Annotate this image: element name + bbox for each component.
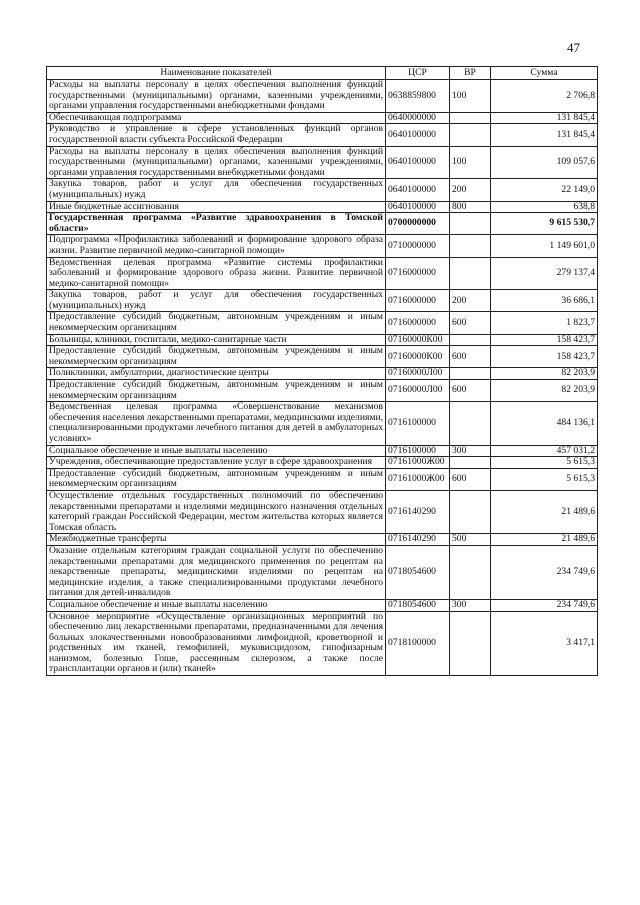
cell-name: Иные бюджетные ассигнования xyxy=(47,201,386,213)
cell-vr xyxy=(450,213,491,235)
cell-vr xyxy=(450,402,491,445)
cell-name: Предоставление субсидий бюджетным, автономным учреждениям и иным некоммерческим организациям xyxy=(47,312,386,334)
cell-name: Поликлиники, амбулатории, диагностические центры xyxy=(47,368,386,380)
cell-csr: 0716100000 xyxy=(386,402,450,445)
cell-csr: 0716000000 xyxy=(386,312,450,334)
header-csr: ЦСР xyxy=(386,67,450,80)
cell-csr: 07160000Л00 xyxy=(386,380,450,402)
cell-sum: 109 057,6 xyxy=(491,146,598,179)
cell-csr: 0718054600 xyxy=(386,545,450,599)
cell-name: Расходы на выплаты персоналу в целях обеспечения выполнения функций государственными (муниципальными) органами, казенными учреждениями, органами управления государственными внебюджетными фондами xyxy=(47,80,386,113)
table-row xyxy=(47,213,598,235)
cell-csr: 0718054600 xyxy=(386,599,450,611)
table-row xyxy=(47,545,598,599)
table-row xyxy=(47,112,598,124)
cell-csr: 0640100000 xyxy=(386,124,450,146)
table-row xyxy=(47,179,598,201)
cell-name: Социальное обеспечение и иные выплаты населению xyxy=(47,445,386,457)
table-row xyxy=(47,80,598,113)
table-row xyxy=(47,257,598,290)
cell-vr: 500 xyxy=(450,534,491,546)
table-row xyxy=(47,599,598,611)
cell-vr: 200 xyxy=(450,290,491,312)
cell-vr xyxy=(450,257,491,290)
table-body xyxy=(47,80,598,676)
cell-csr: 0640100000 xyxy=(386,179,450,201)
cell-vr: 100 xyxy=(450,80,491,113)
table-row xyxy=(47,346,598,368)
cell-name: Предоставление субсидий бюджетным, автономным учреждениям и иным некоммерческим организациям xyxy=(47,468,386,490)
cell-vr xyxy=(450,490,491,533)
header-vr: ВР xyxy=(450,67,491,80)
table-row xyxy=(47,490,598,533)
cell-vr: 600 xyxy=(450,380,491,402)
cell-csr: 0638859800 xyxy=(386,80,450,113)
table-header-row xyxy=(47,67,598,80)
cell-name: Государственная программа «Развитие здравоохранения в Томской области» xyxy=(47,213,386,235)
cell-vr xyxy=(450,545,491,599)
table-row xyxy=(47,146,598,179)
budget-table xyxy=(46,66,598,676)
cell-vr: 600 xyxy=(450,468,491,490)
cell-sum: 234 749,6 xyxy=(491,545,598,599)
cell-vr: 600 xyxy=(450,312,491,334)
cell-name: Закупка товаров, работ и услуг для обеспечения государственных (муниципальных) нужд xyxy=(47,290,386,312)
cell-name: Оказание отдельным категориям граждан социальной услуги по обеспечению лекарственными препаратами для медицинского применения по рецептам на лекарственные препараты, медицинскими изделиями по рецептам на медицинские изделия, а также специализированными продуктами лечебного питания для детей-инвалидов xyxy=(47,545,386,599)
cell-sum: 9 615 530,7 xyxy=(491,213,598,235)
cell-vr xyxy=(450,368,491,380)
cell-csr: 07161000Ж00 xyxy=(386,468,450,490)
cell-csr: 0716140290 xyxy=(386,490,450,533)
cell-sum: 131 845,4 xyxy=(491,124,598,146)
table-row xyxy=(47,611,598,676)
cell-vr: 300 xyxy=(450,445,491,457)
cell-sum: 5 615,3 xyxy=(491,468,598,490)
cell-csr: 0710000000 xyxy=(386,235,450,257)
cell-name: Расходы на выплаты персоналу в целях обеспечения выполнения функций государственными (муниципальными) органами, казенными учреждениями, органами управления государственными внебюджетными фондами xyxy=(47,146,386,179)
cell-sum: 82 203,9 xyxy=(491,368,598,380)
cell-name: Осуществление отдельных государственных полномочий по обеспечению лекарственными препаратами и изделиями медицинского назначения отдельных категорий граждан Российской Федерации, местом жительства которых является Томская область xyxy=(47,490,386,533)
cell-name: Руководство и управление в сфере установленных функций органов государственной власти субъекта Российской Федерации xyxy=(47,124,386,146)
cell-sum: 131 845,4 xyxy=(491,112,598,124)
cell-csr: 0640100000 xyxy=(386,146,450,179)
cell-sum: 21 489,6 xyxy=(491,534,598,546)
table-row xyxy=(47,368,598,380)
cell-name: Социальное обеспечение и иные выплаты населению xyxy=(47,599,386,611)
cell-vr: 100 xyxy=(450,146,491,179)
cell-sum: 1 823,7 xyxy=(491,312,598,334)
table-row xyxy=(47,312,598,334)
cell-name: Межбюджетные трансферты xyxy=(47,534,386,546)
table-row xyxy=(47,235,598,257)
table-row xyxy=(47,334,598,346)
table-row xyxy=(47,445,598,457)
table-row xyxy=(47,380,598,402)
cell-vr xyxy=(450,611,491,676)
cell-name: Основное мероприятие «Осуществление организационных мероприятий по обеспечению лиц лекарственными препаратами, предназначенными для лечения больных злокачественными новообразованиями лимфоидной, кроветворной и родственных им тканей, гемофилией, муковисцидозом, гипофизарным нанизмом, болезнью Гоше, рассеянным склерозом, а также после трансплантации органов и (или) тканей» xyxy=(47,611,386,676)
cell-sum: 158 423,7 xyxy=(491,346,598,368)
cell-name: Подпрограмма «Профилактика заболеваний и формирование здорового образа жизни. Развитие первичной медико-санитарной помощи» xyxy=(47,235,386,257)
cell-sum: 457 031,2 xyxy=(491,445,598,457)
table-row xyxy=(47,290,598,312)
cell-name: Закупка товаров, работ и услуг для обеспечения государственных (муниципальных) нужд xyxy=(47,179,386,201)
cell-vr: 800 xyxy=(450,201,491,213)
table-row xyxy=(47,201,598,213)
cell-csr: 0700000000 xyxy=(386,213,450,235)
table-row xyxy=(47,402,598,445)
cell-csr: 0716140290 xyxy=(386,534,450,546)
table-row xyxy=(47,468,598,490)
cell-csr: 0716000000 xyxy=(386,290,450,312)
cell-sum: 1 149 601,0 xyxy=(491,235,598,257)
cell-vr: 600 xyxy=(450,346,491,368)
cell-sum: 5 615,3 xyxy=(491,457,598,469)
header-name: Наименование показателей xyxy=(47,67,386,80)
cell-csr: 0718100000 xyxy=(386,611,450,676)
cell-sum: 3 417,1 xyxy=(491,611,598,676)
cell-vr xyxy=(450,235,491,257)
cell-csr: 07160000Л00 xyxy=(386,368,450,380)
page-number: 47 xyxy=(567,40,580,55)
cell-csr: 0640000000 xyxy=(386,112,450,124)
cell-csr: 0640100000 xyxy=(386,201,450,213)
header-sum: Сумма xyxy=(491,67,598,80)
cell-sum: 234 749,6 xyxy=(491,599,598,611)
table-row xyxy=(47,124,598,146)
cell-name: Больницы, клиники, госпитали, медико-санитарные части xyxy=(47,334,386,346)
cell-name: Обеспечивающая подпрограмма xyxy=(47,112,386,124)
cell-sum: 36 686,1 xyxy=(491,290,598,312)
cell-sum: 82 203,9 xyxy=(491,380,598,402)
cell-sum: 22 149,0 xyxy=(491,179,598,201)
cell-sum: 158 423,7 xyxy=(491,334,598,346)
cell-csr: 0716000000 xyxy=(386,257,450,290)
cell-vr xyxy=(450,334,491,346)
cell-sum: 279 137,4 xyxy=(491,257,598,290)
cell-vr: 300 xyxy=(450,599,491,611)
cell-vr: 200 xyxy=(450,179,491,201)
cell-vr xyxy=(450,457,491,469)
cell-name: Учреждения, обеспечивающие предоставление услуг в сфере здравоохранения xyxy=(47,457,386,469)
cell-sum: 484 136,1 xyxy=(491,402,598,445)
cell-sum: 638,8 xyxy=(491,201,598,213)
cell-name: Ведомственная целевая программа «Совершенствование механизмов обеспечения населения лекарственными препаратами, медицинскими изделиями, специализированными продуктами лечебного питания для детей в амбулаторных условиях» xyxy=(47,402,386,445)
cell-name: Предоставление субсидий бюджетным, автономным учреждениям и иным некоммерческим организациям xyxy=(47,380,386,402)
table-row xyxy=(47,534,598,546)
cell-csr: 07160000К00 xyxy=(386,346,450,368)
cell-name: Предоставление субсидий бюджетным, автономным учреждениям и иным некоммерческим организациям xyxy=(47,346,386,368)
cell-name: Ведомственная целевая программа «Развитие системы профилактики заболеваний и формирование здорового образа жизни. Развитие первичной медико-санитарной помощи» xyxy=(47,257,386,290)
cell-csr: 07161000Ж00 xyxy=(386,457,450,469)
cell-sum: 21 489,6 xyxy=(491,490,598,533)
cell-csr: 0716100000 xyxy=(386,445,450,457)
cell-csr: 07160000К00 xyxy=(386,334,450,346)
cell-sum: 2 706,8 xyxy=(491,80,598,113)
table-row xyxy=(47,457,598,469)
cell-vr xyxy=(450,112,491,124)
cell-vr xyxy=(450,124,491,146)
